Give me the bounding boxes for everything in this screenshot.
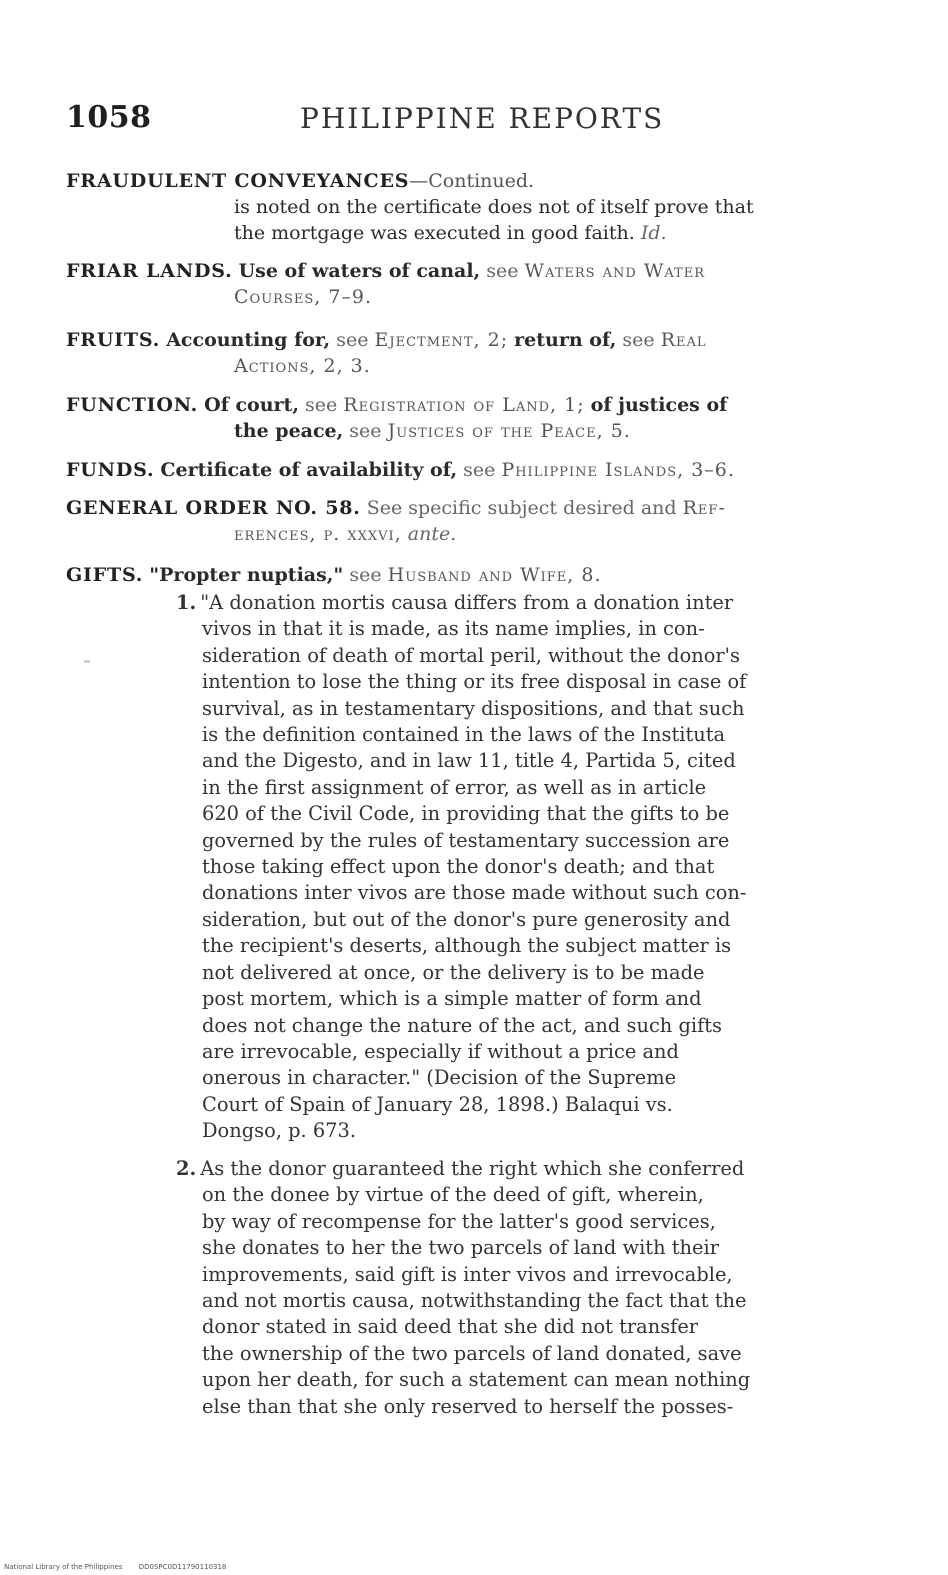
entry-subheading: the peace, xyxy=(234,420,344,442)
paragraph-line: not delivered at once, or the delivery is to be made xyxy=(202,960,705,984)
entry-line: is noted on the certificate does not of itself prove that xyxy=(234,196,754,218)
cross-reference: Justices of the Peace, 5. xyxy=(387,420,631,442)
entry-text: See specific subject desired and xyxy=(366,497,677,519)
cross-reference: Philippine Islands, 3–6. xyxy=(501,459,735,481)
cross-reference: erences, p. xxxvi, xyxy=(234,523,402,545)
paragraph-line: governed by the rules of testamentary succession are xyxy=(202,828,730,852)
paragraph-line: she donates to her the two parcels of land with their xyxy=(202,1236,719,1260)
page-header xyxy=(66,100,666,148)
entry-heading: FRAUDULENT CONVEYANCES xyxy=(66,170,410,192)
see-label: see xyxy=(486,260,519,282)
document-code: DD0SPC0D11790110318 xyxy=(138,1563,227,1571)
paragraph-line: improvements, said gift is inter vivos and irrevocable, xyxy=(202,1262,733,1286)
paragraph-line: donations inter vivos are those made without such con- xyxy=(202,881,747,905)
cross-reference: Courses, 7–9. xyxy=(234,286,373,308)
cross-reference: Ref- xyxy=(682,497,726,519)
cross-reference: Registration of Land, 1; xyxy=(343,394,585,416)
see-label: see xyxy=(349,564,382,586)
running-head: PHILIPPINE REPORTS xyxy=(300,102,665,135)
page-footer xyxy=(4,1563,240,1571)
paragraph-line: those taking effect upon the donor's death; and that xyxy=(202,855,715,879)
paragraph-line: survival, as in testamentary dispositions, and that such xyxy=(202,696,745,720)
entry-heading: FUNCTION. xyxy=(66,394,199,416)
ante-label: ante. xyxy=(407,523,457,545)
cross-reference: Real xyxy=(660,329,707,351)
paragraph-number: 2. xyxy=(176,1157,197,1180)
paragraph-line: onerous in character." (Decision of the Supreme xyxy=(202,1066,677,1090)
paragraph-line: on the donee by virtue of the deed of gift, wherein, xyxy=(202,1183,704,1207)
index-entry-general-order xyxy=(66,495,882,547)
cross-reference: Ejectment, 2; xyxy=(374,329,509,351)
paragraph-line: else than that she only reserved to herself the posses- xyxy=(202,1394,734,1418)
paragraph-line: Court of Spain of January 28, 1898.) Balaqui vs. xyxy=(202,1092,673,1116)
entry-subheading: Accounting for, xyxy=(166,329,331,351)
continued-label: —Continued. xyxy=(409,170,535,192)
paragraph-1 xyxy=(176,590,876,1145)
paragraph-line: intention to lose the thing or its free disposal in case of xyxy=(202,670,747,694)
paragraph-2 xyxy=(176,1156,876,1420)
paragraph-line xyxy=(176,590,876,616)
page-number: 1058 xyxy=(66,100,152,135)
paragraph-line: donor stated in said deed that she did not transfer xyxy=(202,1315,699,1339)
index-entry-function xyxy=(66,392,882,444)
entry-subheading: of justices of xyxy=(590,394,728,416)
index-entry-funds xyxy=(66,457,882,483)
see-label: see xyxy=(304,394,338,416)
entry-heading: FRUITS. xyxy=(66,329,161,351)
cross-reference: Husband and Wife, 8. xyxy=(387,564,602,586)
paragraph-line: and not mortis causa, notwithstanding the fact that the xyxy=(202,1289,747,1313)
paragraph-line: by way of recompense for the latter's good services, xyxy=(202,1209,716,1233)
citation-id: Id. xyxy=(640,222,667,244)
entry-heading: GIFTS. xyxy=(66,564,144,586)
paragraph-line: are irrevocable, especially if without a price and xyxy=(202,1039,679,1063)
paragraph-line: the ownership of the two parcels of land donated, save xyxy=(202,1341,742,1365)
paragraph-line: does not change the nature of the act, and such gifts xyxy=(202,1013,722,1037)
paragraph-line: and the Digesto, and in law 11, title 4, Partida 5, cited xyxy=(202,749,736,773)
library-credit: National Library of the Philippines xyxy=(4,1563,123,1571)
entry-subheading: Use of waters of canal, xyxy=(238,260,481,282)
see-label: see xyxy=(336,329,369,351)
see-label: see xyxy=(349,420,382,442)
entry-subheading: "Propter nuptias," xyxy=(149,564,344,586)
paragraph-line: in the first assignment of error, as well as in article xyxy=(202,775,707,799)
paragraph-line: the recipient's deserts, although the subject matter is xyxy=(202,934,732,958)
paragraph-text: "A donation mortis causa differs from a donation inter xyxy=(200,591,734,614)
index-entry-friar-lands xyxy=(66,258,882,310)
cross-reference: Waters and Water xyxy=(524,260,705,282)
entry-subheading: Certificate of availability of, xyxy=(160,459,458,481)
paragraph-line: sideration, but out of the donor's pure generosity and xyxy=(202,907,731,931)
entry-heading: FUNDS. xyxy=(66,459,155,481)
scan-speck xyxy=(84,660,90,663)
see-label: see xyxy=(622,329,655,351)
cross-reference: Actions, 2, 3. xyxy=(234,355,371,377)
paragraph-line: is the definition contained in the laws of the Instituta xyxy=(202,723,726,747)
index-entry-fruits xyxy=(66,327,882,379)
paragraph-line: sideration of death of mortal peril, without the donor's xyxy=(202,643,740,667)
paragraph-line xyxy=(176,1156,876,1182)
paragraph-line: 620 of the Civil Code, in providing that the gifts to be xyxy=(202,802,730,826)
see-label: see xyxy=(463,459,496,481)
paragraph-text: As the donor guaranteed the right which she conferred xyxy=(200,1157,745,1180)
paragraph-number: 1. xyxy=(176,591,197,614)
entry-heading: FRIAR LANDS. xyxy=(66,260,233,282)
paragraph-line: upon her death, for such a statement can mean nothing xyxy=(202,1368,751,1392)
index-entry-gifts xyxy=(66,562,882,588)
paragraph-line: post mortem, which is a simple matter of form and xyxy=(202,987,702,1011)
paragraph-line: vivos in that it is made, as its name implies, in con- xyxy=(202,617,705,641)
paragraph-line: Dongso, p. 673. xyxy=(202,1119,356,1143)
entry-subheading: return of, xyxy=(514,329,617,351)
entry-line: the mortgage was executed in good faith. xyxy=(234,222,635,244)
entry-heading: GENERAL ORDER NO. 58. xyxy=(66,497,361,519)
entry-subheading: Of court, xyxy=(204,394,299,416)
index-entry-fraudulent-conveyances xyxy=(66,168,882,246)
